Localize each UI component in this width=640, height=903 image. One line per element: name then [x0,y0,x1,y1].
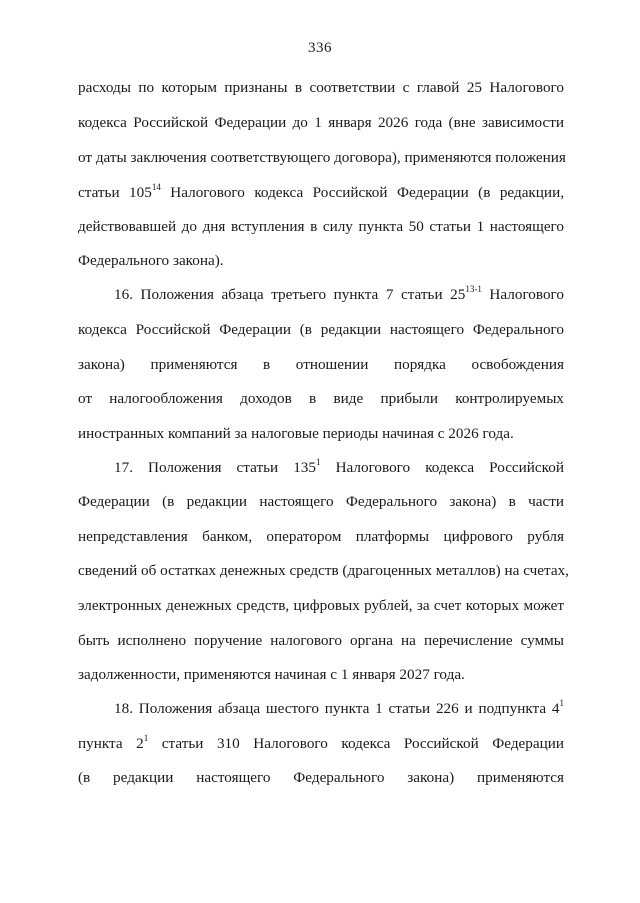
text-line [78,113,564,133]
text-segment: Федерации (в редакции настоящего Федерального закона) в части [78,493,564,510]
text-line [78,78,564,98]
text-line [78,665,564,685]
text-line [78,320,564,340]
text-line [78,561,569,581]
text-segment: Налогового кодекса Российской Федерации (в редакции, [160,184,564,201]
text-line [78,251,564,271]
text-segment: кодекса Российской Федерации до 1 января 2026 года (вне зависимости [78,114,564,131]
text-segment: 18. Положения абзаца шестого пункта 1 статьи 226 и подпункта 4 [114,700,560,717]
text-segment: кодекса Российской Федерации (в редакции настоящего Федерального [78,321,564,338]
text-line [78,768,564,788]
page-number: 336 [308,40,332,56]
text-line [78,183,564,203]
text-line [78,424,564,444]
text-segment: Налогового [481,286,564,303]
text-line [78,389,564,409]
text-line [78,148,564,168]
text-segment: 17. Положения статьи 135 [114,459,316,476]
superscript: 13-1 [465,283,482,294]
text-segment: (в редакции настоящего Федерального закона) применяются [78,769,564,786]
superscript: 1 [316,456,321,467]
superscript: 14 [151,181,161,192]
text-segment: Федерального закона). [78,252,224,269]
text-segment: сведений об остатках денежных средств (драгоценных металлов) на счетах, [78,562,569,579]
text-line [114,699,564,719]
text-segment: непредставления банком, оператором платформы цифрового рубля [78,528,564,545]
text-line [78,734,564,754]
text-segment: иностранных компаний за налоговые периоды начиная с 2026 года. [78,425,514,442]
text-segment: закона) применяются в отношении порядка освобождения [78,356,564,373]
text-line [78,596,564,616]
text-line [78,217,564,237]
text-segment: пункта 2 [78,735,144,752]
text-line [78,492,564,512]
text-segment: быть исполнено поручение налогового органа на перечисление суммы [78,632,564,649]
text-segment: 16. Положения абзаца третьего пункта 7 статьи 25 [114,286,466,303]
text-segment: статьи 105 [78,184,152,201]
text-segment: расходы по которым признаны в соответствии с главой 25 Налогового [78,79,564,96]
text-line [114,285,564,305]
text-line [114,458,564,478]
text-segment: Налогового кодекса Российской [320,459,564,476]
text-line [78,631,564,651]
superscript: 1 [143,732,149,743]
text-segment: статьи 310 Налогового кодекса Российской Федерации [148,735,565,752]
text-line [78,527,564,547]
text-line [78,355,564,375]
text-segment: задолженности, применяются начиная с 1 января 2027 года. [78,666,465,683]
text-segment: действовавшей до дня вступления в силу пункта 50 статьи 1 настоящего [78,218,564,235]
superscript: 1 [559,697,564,708]
text-segment: от даты заключения соответствующего договора), применяются положения [78,149,566,166]
text-segment: электронных денежных средств, цифровых рублей, за счет которых может [78,597,564,614]
text-segment: от налогообложения доходов в виде прибыли контролируемых [78,390,564,407]
